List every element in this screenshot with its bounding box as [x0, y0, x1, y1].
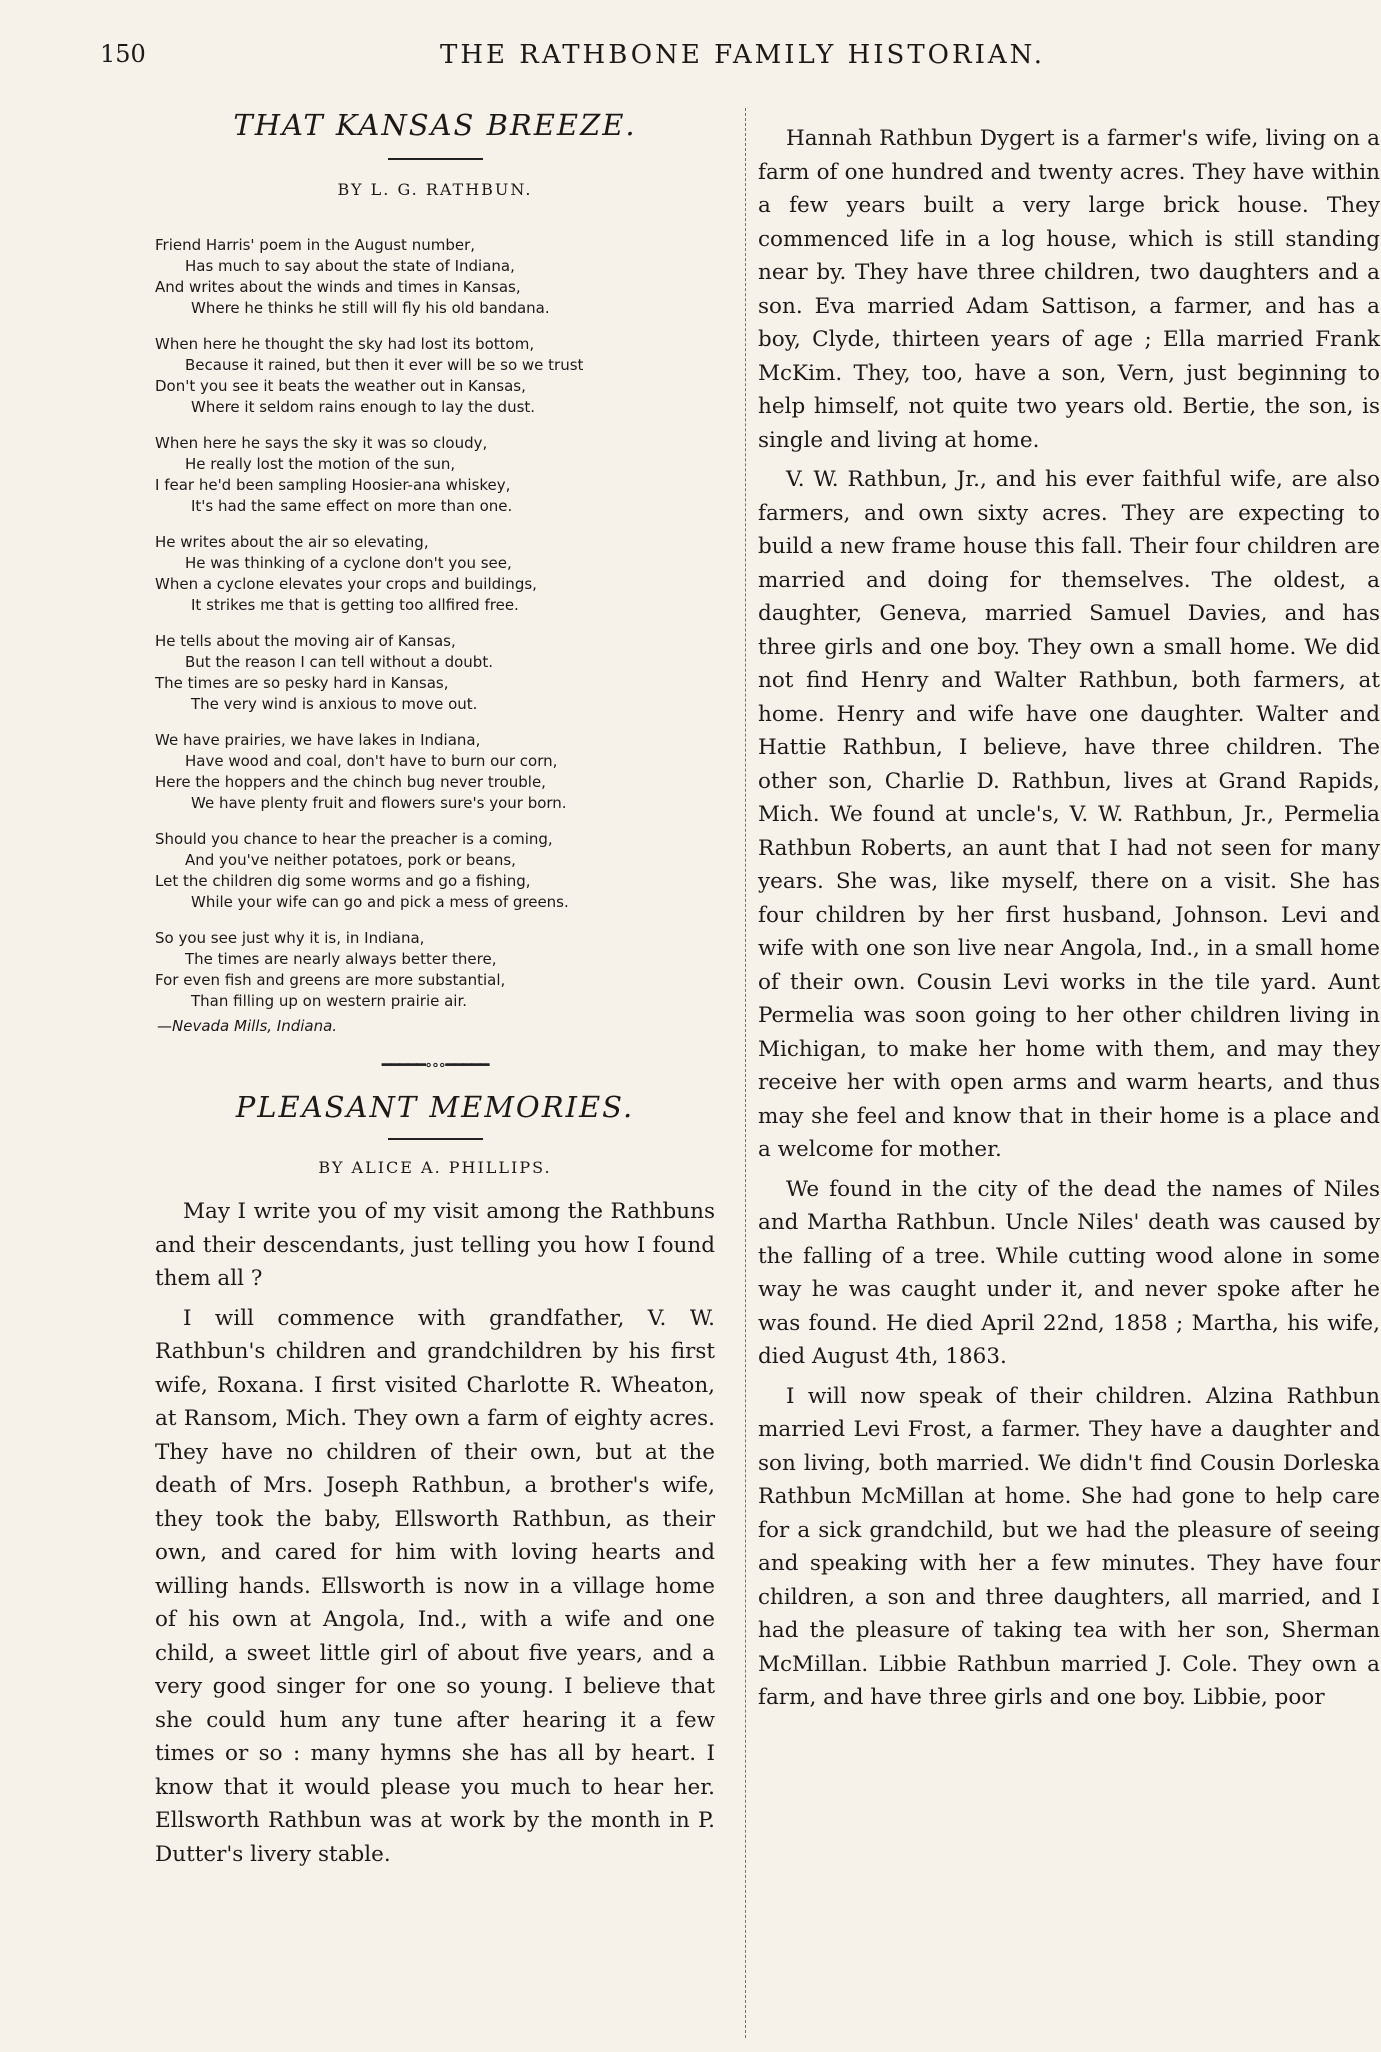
title-rule: [388, 158, 483, 160]
poem-line: When here he thought the sky had lost its bottom,: [155, 335, 535, 353]
poem-byline: BY L. G. RATHBUN.: [337, 180, 533, 199]
article-body-right: [758, 122, 1380, 1715]
article-paragraph: Hannah Rathbun Dygert is a farmer's wife, living on a farm of one hundred and twenty acres. They have within a few years built a very large brick house. They commenced life in a log house, which is still standing near by. They have three children, two daughters and a son. Eva married Adam Sattison, a farmer, and has a boy, Clyde, thirteen years of age ; Ella married Frank McKim. They, too, have a son, Vern, just beginning to help himself, not quite two years old. Bertie, the son, is single and living at home.: [758, 126, 1380, 453]
column-divider: [745, 108, 746, 2038]
poem-line: Where it seldom rains enough to lay the dust.: [191, 398, 536, 416]
poem-line: For even fish and greens are more substantial,: [155, 971, 506, 989]
poem-line: We have prairies, we have lakes in Indiana,: [155, 731, 481, 749]
article-body-left: [155, 1195, 715, 1871]
poem-line: Here the hoppers and the chinch bug never trouble,: [155, 773, 546, 791]
poem-line: Friend Harris' poem in the August number,: [155, 236, 476, 254]
poem-stanza: [155, 235, 715, 319]
article-byline: BY ALICE A. PHILLIPS.: [318, 1158, 552, 1177]
poem-stanza: [155, 433, 715, 517]
poem-line: Let the children dig some worms and go a fishing,: [155, 872, 531, 890]
running-title: THE RATHBONE FAMILY HISTORIAN.: [440, 40, 1045, 70]
poem-line: The times are nearly always better there,: [185, 950, 497, 968]
page-number: 150: [100, 40, 146, 68]
section-ornament: ━━━━━∘∘∘━━━━━: [381, 1055, 489, 1074]
article-paragraph: May I write you of my visit among the Rathbuns and their descendants, just telling you how I found them all ?: [155, 1199, 715, 1291]
poem-line: So you see just why it is, in Indiana,: [155, 929, 425, 947]
page-header: [100, 40, 1381, 80]
poem-line: When here he says the sky it was so cloudy,: [155, 434, 488, 452]
poem-line: Don't you see it beats the weather out in Kansas,: [155, 377, 526, 395]
poem-stanza: [155, 631, 715, 715]
poem-line: It strikes me that is getting too allfired free.: [191, 596, 519, 614]
poem-line: When a cyclone elevates your crops and buildings,: [155, 575, 537, 593]
poem-line: Have wood and coal, don't have to burn our corn,: [185, 752, 558, 770]
poem-stanza: [155, 829, 715, 913]
poem-line: We have plenty fruit and flowers sure's your born.: [191, 794, 567, 812]
poem-line: And writes about the winds and times in Kansas,: [155, 278, 521, 296]
poem-line: The very wind is anxious to move out.: [191, 695, 478, 713]
poem-line: It's had the same effect on more than one.: [191, 497, 513, 515]
poem-line: But the reason I can tell without a doubt.: [185, 653, 493, 671]
article-paragraph: I will commence with grandfather, V. W. Rathbun's children and grandchildren by his first wife, Roxana. I first visited Charlotte R. Wheaton, at Ransom, Mich. They own a farm of eighty acres. They have no children of their own, but at the death of Mrs. Joseph Rathbun, a brother's wife, they took the baby, Ellsworth Rathbun, as their own, and cared for him with loving hearts and willing hands. Ellsworth is now in a village home of his own at Angola, Ind., with a wife and one child, a sweet little girl of about five years, and a very good singer for one so young. I believe that she could hum any tune after hearing it a few times or so : many hymns she has all by heart. I know that it would please you much to hear her. Ellsworth Rathbun was at work by the month in P. Dutter's livery stable.: [155, 1305, 715, 1867]
poem-line: He was thinking of a cyclone don't you see,: [185, 554, 512, 572]
poem-line: He writes about the air so elevating,: [155, 533, 429, 551]
poem-line: I fear he'd been sampling Hoosier-ana whiskey,: [155, 476, 511, 494]
poem-stanza: [155, 532, 715, 616]
title-rule: [388, 1138, 483, 1140]
article-paragraph: V. W. Rathbun, Jr., and his ever faithful wife, are also farmers, and own sixty acres. They are expecting to build a new frame house this fall. Their four children are married and doing for themselves. The oldest, a daughter, Geneva, married Samuel Davies, and has three girls and one boy. They own a small home. We did not find Henry and Walter Rathbun, both farmers, at home. Henry and wife have one daughter. Walter and Hattie Rathbun, I believe, have three children. The other son, Charlie D. Rathbun, lives at Grand Rapids, Mich. We found at uncle's, V. W. Rathbun, Jr., Permelia Rathbun Roberts, an aunt that I had not seen for many years. She was, like myself, there on a visit. She has four children by her first husband, Johnson. Levi and wife with one son live near Angola, Ind., in a small home of their own. Cousin Levi works in the tile yard. Aunt Permelia was soon going to her other children living in Michigan, to make her home with them, and may they receive her with open arms and warm hearts, and thus may she feel and know that in their home is a place and a welcome for mother.: [758, 467, 1380, 1162]
poem-line: Where he thinks he still will fly his old bandana.: [191, 299, 550, 317]
poem-line: While your wife can go and pick a mess of greens.: [191, 893, 569, 911]
poem-stanza: [155, 334, 715, 418]
poem-stanza: [155, 730, 715, 814]
poem-line: Because it rained, but then it ever will be so we trust: [185, 356, 584, 374]
poem-title: THAT KANSAS BREEZE.: [233, 108, 637, 142]
poem-line: Than filling up on western prairie air.: [191, 992, 468, 1010]
poem-line: The times are so pesky hard in Kansas,: [155, 674, 449, 692]
poem-line: Should you chance to hear the preacher is a coming,: [155, 830, 553, 848]
poem-stanza: [155, 928, 715, 1012]
right-column: [758, 122, 1380, 1715]
left-column: [155, 108, 715, 1871]
article-title: PLEASANT MEMORIES.: [235, 1090, 635, 1124]
poem-signature: —Nevada Mills, Indiana.: [157, 1017, 338, 1035]
poem-line: He tells about the moving air of Kansas,: [155, 632, 456, 650]
poem-line: He really lost the motion of the sun,: [185, 455, 456, 473]
poem-body: [155, 235, 715, 1037]
article-paragraph: I will now speak of their children. Alzina Rathbun married Levi Frost, a farmer. They have a daughter and son living, both married. We didn't find Cousin Dorleska Rathbun McMillan at home. She had gone to help care for a sick grandchild, but we had the pleasure of seeing and speaking with her a few minutes. They have four children, a son and three daughters, all married, and I had the pleasure of taking tea with her son, Sherman McMillan. Libbie Rathbun married J. Cole. They own a farm, and have three girls and one boy. Libbie, poor: [758, 1383, 1380, 1710]
poem-line: Has much to say about the state of Indiana,: [185, 257, 515, 275]
poem-line: And you've neither potatoes, pork or beans,: [185, 851, 516, 869]
article-paragraph: We found in the city of the dead the names of Niles and Martha Rathbun. Uncle Niles' death was caused by the falling of a tree. While cutting wood alone in some way he was caught under it, and never spoke after he was found. He died April 22nd, 1858 ; Martha, his wife, died August 4th, 1863.: [758, 1176, 1380, 1369]
